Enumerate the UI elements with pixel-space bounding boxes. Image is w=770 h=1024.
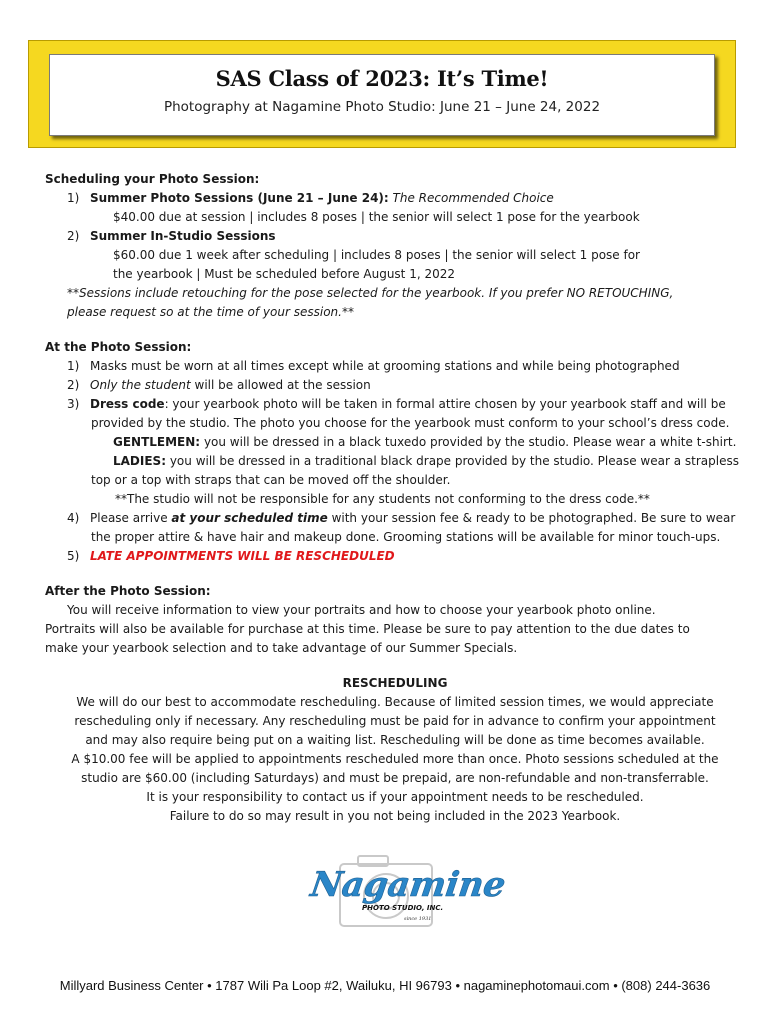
gentlemen-label: GENTLEMEN: — [113, 435, 201, 449]
scheduling-item-1 — [45, 189, 745, 208]
list-number: 2) — [67, 378, 80, 392]
list-number: 3) — [67, 397, 80, 411]
session-item-3-cont: provided by the studio. The photo you choose for the yearbook must conform to your school’s dress code. — [91, 416, 730, 430]
item-text: with your session fee & ready to be photographed. Be sure to wear — [331, 511, 736, 525]
page-title: SAS Class of 2023: It’s Time! — [215, 66, 549, 91]
list-number: 5) — [67, 549, 80, 563]
scheduling-item-2-detail-cont: the yearbook | Must be scheduled before August 1, 2022 — [113, 267, 455, 281]
retouching-note-cont: please request so at the time of your session.** — [67, 305, 354, 319]
session-item-5 — [45, 547, 745, 566]
item-emphasis: Only the student — [90, 378, 191, 392]
title-box — [49, 54, 715, 136]
rescheduling-line: We will do our best to accommodate rescheduling. Because of limited session times, we would appreciate — [76, 695, 714, 709]
session-item-4 — [45, 509, 745, 528]
item-title: Dress code — [90, 397, 165, 411]
scheduling-item-2 — [45, 227, 745, 246]
rescheduling-line: and may also require being put on a waiting list. Rescheduling will be done as time becomes available. — [85, 733, 705, 747]
rescheduling-line: Failure to do so may result in you not being included in the 2023 Yearbook. — [169, 809, 621, 823]
session-item-4-cont: the proper attire & have hair and makeup done. Grooming stations will be available for minor touch-ups. — [91, 530, 721, 544]
rescheduling-heading: RESCHEDULING — [342, 676, 448, 690]
rescheduling-line: A $10.00 fee will be applied to appointments rescheduled more than once. Photo sessions scheduled at the — [71, 752, 719, 766]
item-emphasis: at your scheduled time — [171, 511, 328, 525]
scheduling-item-1-detail: $40.00 due at session | includes 8 poses | the senior will select 1 pose for the yearbook — [113, 210, 640, 224]
gentlemen-dress-code — [45, 433, 745, 452]
item-subtitle: The Recommended Choice — [392, 191, 554, 205]
rescheduling-line: It is your responsibility to contact us if your appointment needs to be rescheduled. — [146, 790, 644, 804]
ladies-dress-code — [45, 452, 745, 471]
session-item-2 — [45, 376, 745, 395]
title-banner — [28, 40, 736, 148]
logo-since: since 1931 — [404, 916, 432, 922]
after-paragraph-3: make your yearbook selection and to take advantage of our Summer Specials. — [45, 641, 518, 655]
scheduling-heading: Scheduling your Photo Session: — [45, 172, 260, 186]
item-title: Summer In-Studio Sessions — [90, 229, 276, 243]
after-paragraph-2: Portraits will also be available for purchase at this time. Please be sure to pay attention to the due dates to — [45, 622, 690, 636]
late-warning: LATE APPOINTMENTS WILL BE RESCHEDULED — [90, 549, 395, 563]
session-item-3 — [45, 395, 745, 414]
item-text: will be allowed at the session — [194, 378, 371, 392]
logo-tagline: PHOTO STUDIO, INC. — [362, 904, 444, 912]
item-title: Summer Photo Sessions (June 21 – June 24): — [90, 191, 389, 205]
item-text: Masks must be worn at all times except while at grooming stations and while being photographed — [90, 359, 680, 373]
document-body — [45, 170, 745, 826]
list-number: 1) — [67, 359, 80, 373]
item-text: : your yearbook photo will be taken in formal attire chosen by your yearbook staff and will be — [164, 397, 726, 411]
retouching-note: **Sessions include retouching for the pose selected for the yearbook. If you prefer NO RETOUCHING, — [67, 286, 674, 300]
logo-wordmark: Nagamine — [308, 865, 508, 905]
scheduling-item-2-detail: $60.00 due 1 week after scheduling | includes 8 poses | the senior will select 1 pose for — [113, 248, 640, 262]
after-paragraph-1: You will receive information to view your portraits and how to choose your yearbook photo online. — [67, 603, 656, 617]
page-subtitle: Photography at Nagamine Photo Studio: June 21 – June 24, 2022 — [163, 99, 601, 115]
gentlemen-text: you will be dressed in a black tuxedo provided by the studio. Please wear a white t-shirt. — [203, 435, 737, 449]
ladies-text: you will be dressed in a traditional black drape provided by the studio. Please wear a strapless — [169, 454, 739, 468]
session-heading: At the Photo Session: — [45, 340, 192, 354]
list-number: 1) — [67, 191, 80, 205]
dress-code-note: **The studio will not be responsible for any students not conforming to the dress code.** — [115, 492, 650, 506]
list-number: 2) — [67, 229, 80, 243]
rescheduling-line: studio are $60.00 (including Saturdays) and must be prepaid, are non-refundable and non-transferrable. — [81, 771, 709, 785]
nagamine-logo — [300, 850, 508, 935]
after-heading: After the Photo Session: — [45, 584, 211, 598]
item-text: Please arrive — [90, 511, 168, 525]
rescheduling-line: rescheduling only if necessary. Any rescheduling must be paid for in advance to confirm your appointment — [74, 714, 716, 728]
session-item-1 — [45, 357, 745, 376]
ladies-dress-code-cont: top or a top with straps that can be moved off the shoulder. — [91, 473, 451, 487]
ladies-label: LADIES: — [113, 454, 166, 468]
list-number: 4) — [67, 511, 80, 525]
footer-contact: Millyard Business Center • 1787 Wili Pa Loop #2, Wailuku, HI 96793 • nagaminephotomaui.com • (808) 244-3636 — [59, 978, 711, 993]
